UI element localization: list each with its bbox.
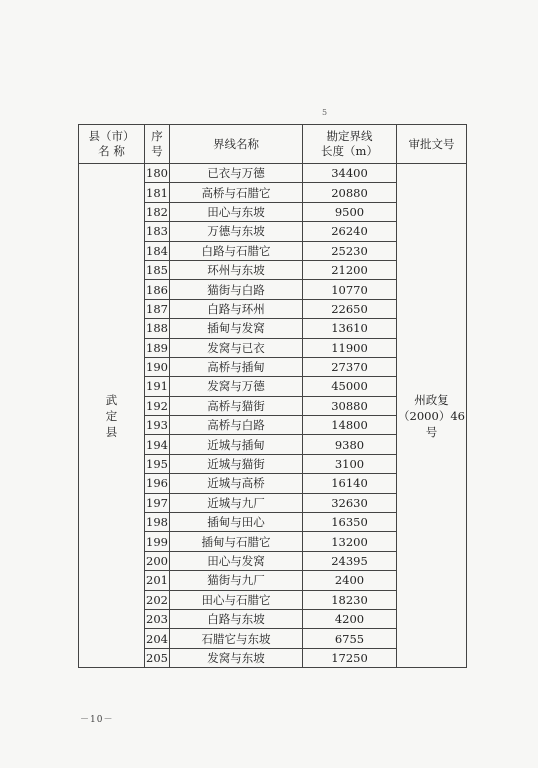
boundary-name-cell: 插甸与发窝 [170, 319, 303, 338]
approval-number-cell: 州政复 （2000）46 号 [397, 164, 467, 668]
seq-cell: 182 [145, 202, 170, 221]
length-cell: 25230 [303, 241, 397, 260]
length-cell: 27370 [303, 357, 397, 376]
boundary-name-cell: 发窝与东坡 [170, 648, 303, 667]
boundary-name-cell: 环州与东坡 [170, 260, 303, 279]
seq-cell: 202 [145, 590, 170, 609]
length-cell: 45000 [303, 377, 397, 396]
boundary-name-cell: 近城与插甸 [170, 435, 303, 454]
boundary-name-cell: 已衣与万德 [170, 164, 303, 183]
seq-cell: 184 [145, 241, 170, 260]
length-cell: 26240 [303, 222, 397, 241]
header-length: 勘定界线 长度（m） [303, 125, 397, 164]
boundary-name-cell: 高桥与石腊它 [170, 183, 303, 202]
seq-cell: 190 [145, 357, 170, 376]
header-boundary-name: 界线名称 [170, 125, 303, 164]
header-county: 县（市） 名 称 [79, 125, 145, 164]
header-row [79, 125, 467, 164]
header-approval: 审批文号 [397, 125, 467, 164]
seq-cell: 181 [145, 183, 170, 202]
length-cell: 4200 [303, 609, 397, 628]
boundary-name-cell: 近城与高桥 [170, 474, 303, 493]
boundary-name-cell: 发窝与已衣 [170, 338, 303, 357]
length-cell: 13610 [303, 319, 397, 338]
seq-cell: 205 [145, 648, 170, 667]
boundary-name-cell: 近城与九厂 [170, 493, 303, 512]
boundary-name-cell: 猫街与白路 [170, 280, 303, 299]
boundary-name-cell: 插甸与田心 [170, 513, 303, 532]
length-cell: 2400 [303, 571, 397, 590]
length-cell: 16140 [303, 474, 397, 493]
header-seq: 序 号 [145, 125, 170, 164]
seq-cell: 194 [145, 435, 170, 454]
length-cell: 10770 [303, 280, 397, 299]
length-cell: 3100 [303, 454, 397, 473]
length-cell: 34400 [303, 164, 397, 183]
seq-cell: 192 [145, 396, 170, 415]
length-cell: 21200 [303, 260, 397, 279]
length-cell: 22650 [303, 299, 397, 318]
seq-cell: 201 [145, 571, 170, 590]
length-cell: 32630 [303, 493, 397, 512]
seq-cell: 188 [145, 319, 170, 338]
boundary-name-cell: 石腊它与东坡 [170, 629, 303, 648]
boundary-name-cell: 白路与东坡 [170, 609, 303, 628]
page-mark: 5 [322, 108, 328, 117]
length-cell: 30880 [303, 396, 397, 415]
length-cell: 11900 [303, 338, 397, 357]
boundary-table [78, 124, 467, 668]
seq-cell: 189 [145, 338, 170, 357]
length-cell: 9500 [303, 202, 397, 221]
length-cell: 9380 [303, 435, 397, 454]
boundary-name-cell: 白路与石腊它 [170, 241, 303, 260]
seq-cell: 187 [145, 299, 170, 318]
seq-cell: 203 [145, 609, 170, 628]
seq-cell: 204 [145, 629, 170, 648]
seq-cell: 196 [145, 474, 170, 493]
length-cell: 20880 [303, 183, 397, 202]
seq-cell: 195 [145, 454, 170, 473]
seq-cell: 197 [145, 493, 170, 512]
boundary-name-cell: 高桥与猫街 [170, 396, 303, 415]
length-cell: 6755 [303, 629, 397, 648]
length-cell: 16350 [303, 513, 397, 532]
boundary-name-cell: 高桥与白路 [170, 416, 303, 435]
seq-cell: 198 [145, 513, 170, 532]
length-cell: 13200 [303, 532, 397, 551]
boundary-name-cell: 田心与石腊它 [170, 590, 303, 609]
boundary-name-cell: 高桥与插甸 [170, 357, 303, 376]
seq-cell: 185 [145, 260, 170, 279]
length-cell: 14800 [303, 416, 397, 435]
boundary-name-cell: 近城与猫街 [170, 454, 303, 473]
seq-cell: 191 [145, 377, 170, 396]
boundary-name-cell: 发窝与万德 [170, 377, 303, 396]
boundary-name-cell: 猫街与九厂 [170, 571, 303, 590]
seq-cell: 186 [145, 280, 170, 299]
seq-cell: 180 [145, 164, 170, 183]
county-name-cell: 武 定 县 [79, 164, 145, 668]
seq-cell: 200 [145, 551, 170, 570]
boundary-name-cell: 万德与东坡 [170, 222, 303, 241]
seq-cell: 199 [145, 532, 170, 551]
boundary-name-cell: 田心与东坡 [170, 202, 303, 221]
length-cell: 24395 [303, 551, 397, 570]
length-cell: 17250 [303, 648, 397, 667]
seq-cell: 183 [145, 222, 170, 241]
table-row [79, 164, 467, 183]
boundary-name-cell: 白路与环州 [170, 299, 303, 318]
boundary-name-cell: 田心与发窝 [170, 551, 303, 570]
seq-cell: 193 [145, 416, 170, 435]
page-number: －10－ [80, 715, 114, 725]
length-cell: 18230 [303, 590, 397, 609]
boundary-name-cell: 插甸与石腊它 [170, 532, 303, 551]
